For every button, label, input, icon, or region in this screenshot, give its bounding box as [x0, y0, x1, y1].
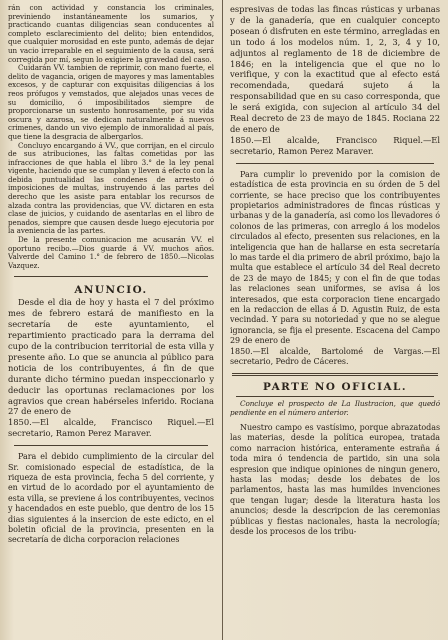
- anuncio-signature: 1850.—El alcalde, Francisco Riquel.—El secretario, Ramon Perez Maraver.: [8, 417, 214, 439]
- section-divider-4: [236, 396, 434, 397]
- paragraph-concluyo: Concluyo encargando á VV., que corrijan, en el circulo de sus atribuciones, las faltas cometidas por las infracciones de que habla el libro 3.° de la ley penal vigente, haciendo que se cumplan y lleven á efecto con la debida puntualidad las condenes de arresto ó imposiciones de multas, instruyendo á las partes del derecho que les asiste para entablar los recursos de alzada contra las providencias, que VV. dictaren en esta clase de juicios, y cuidando de asentarlas en el libro de penados, siempre que causen desde luego ejecutoria por la aveniencia de las partes.: [8, 140, 214, 236]
- column-divider: [222, 0, 223, 640]
- section-divider: [14, 276, 208, 277]
- parte-no-oficial-heading: PARTE NO OFICIAL.: [263, 381, 407, 394]
- prospecto-paragraph: Nuestro campo es vastísimo, porque abrazatodas las materias, desde la política europea, tratada como narracion histórica, enteramente estraña á toda mira ó tendencia de partido, sin una sola espresion que indique opiniones de ningun genero, hasta las modas; desde los debates de los parlamentos, hasta las mas humildes invenciones que tengan lugar; desde la literatura hasta los anuncios; desde la descripcion de las ceremonias públicas y fiestas nacionales, hasta la necrología; desde los procesos de los tribu-: [230, 423, 440, 537]
- circular-paragraph: Para el debido cumplimiento de la circular del Sr. comisionado especial de estadística, de la riqueza de esta provincia, fecha 5 del corriente, y en virtud de lo acordado por el ayuntamiento de esta villa, se previene á los contribuyentes, vecinos y hacendados en este pueblo, que dentro de los 15 dias siguientes á la insercion de este edicto, en el boletin oficial de la provincia, presenten en la secretaría de dicha corporacion relaciones: [8, 452, 214, 545]
- paragraph-vagancia: Cuidarán VV. tambien de reprimir, con mano fuerte, el delito de vagancia, origen de mayores y mas lamentables excesos, y de capturar con exquisitas diligencias á los reos prófugos y vemstados, que alejados unas veces de su domicilio, ó imposibilitados siempre de proporcionarse un sustento honrosamente, por su vida oscura y azarosa, se dedican naturalmente á nuevos crimenes, dando un vivo ejemplo de inmoralidad al país, que tiene la desgracia de albergarlos.: [8, 63, 214, 141]
- paragraph-acuse-recibo: De la presente comunicacion me acusarán VV. el oportuno recibo.—Dios guarde á VV. muchos años. Valverde del Camino 1.° de febrero de 1850.—Nicolas Vazquez.: [8, 235, 214, 270]
- paragraph-continued: rán con actividad y constancia los criminales, previniendo instantáneamente los sumarios, y practicando cuantas diligencias sean conducentes al completo esclarecimiento del delito; bien entendidos, que cualquier morosidad en este punto, además de dejar un vacio irreparable en el seguimiento de la causa, será corregida por mí, segun lo exigiere la gravedad del caso.: [8, 4, 214, 64]
- double-rule: [232, 373, 438, 376]
- section-divider-3: [236, 163, 434, 164]
- relaciones-paragraph: espresivas de todas las fincas rústicas y urbanas y de la ganadería, que en cualquier concepto posean ó disfruten en este término, arregladas en un todo á los modelos núm. 1, 2, 3, 4 y 10, adjuntos al reglamento de 18 de diciembre de 1846; en la inteligencia que el que no lo verifique, y con la exactitud que al efecto está recomendada, quedará sujeto á la responsabilidad que en su caso corresponda, que le será exigida, con sujecion al artículo 34 del Real decreto de 23 de mayo de 1845. Rociana 22 de enero de: [230, 4, 440, 134]
- anuncio-heading: ANUNCIO.: [74, 284, 148, 297]
- estadistica-paragraph: Para cumplir lo prevenido por la comision de estadística de esta provincia en su órden de 5 del corriente, se hace preciso que los contribuyentes propietarios administradores de fincas rústicas y urbanas y de la ganadería, asi como los llevadores ó colonos de las primeras, con arreglo á los modelos circulados al efecto, presenten sus relaciones, en la inteligencia que han de hallarse en esta secretaría lo mas tarde el dia primero de abril próximo, bajo la multa que establece el artículo 34 del Real decreto de 23 de mayo de 1845; y con el fin de que todas las relaciones sean uniformes, se avisa á los interesados, que esta corporacion tiene encargado en la redaccion de ellas á D. Agustin Ruiz, de esta vecindad. Y para su notoriedad y que no se alegue ignorancia, se fija el presente. Escacena del Campo 29 de enero de: [230, 169, 440, 346]
- estadistica-signature: 1850.—El alcalde, Bartolomé de Vargas.—El secretario, Pedro de Cáceres.: [230, 346, 440, 366]
- anuncio-paragraph: Desde el dia de hoy y hasta el 7 del próximo mes de febrero estará de manifiesto en la secretaría de este ayuntamiento, el repartimiento practicado para la derrama del cupo de la contribucion territorial de esta villa y presente año. Lo que se anuncia al público para noticia de los contribuyentes, á fin de que durante dicho término puedan inspeccionarlo y deducir las oportunas reclamaciones por los agravios que crean habérseles inferido. Rociana 27 de enero de: [8, 297, 214, 417]
- section-divider-2: [14, 445, 208, 446]
- right-column: [230, 4, 440, 640]
- left-column: [8, 4, 214, 640]
- relaciones-signature: 1850.—El alcalde, Francisco Riquel.—El secretario, Ramon Perez Maraver.: [230, 134, 440, 156]
- prospecto-intro: Concluye el prospecto de La Ilustracion, que quedó pendiente en el número anterior.: [230, 399, 440, 418]
